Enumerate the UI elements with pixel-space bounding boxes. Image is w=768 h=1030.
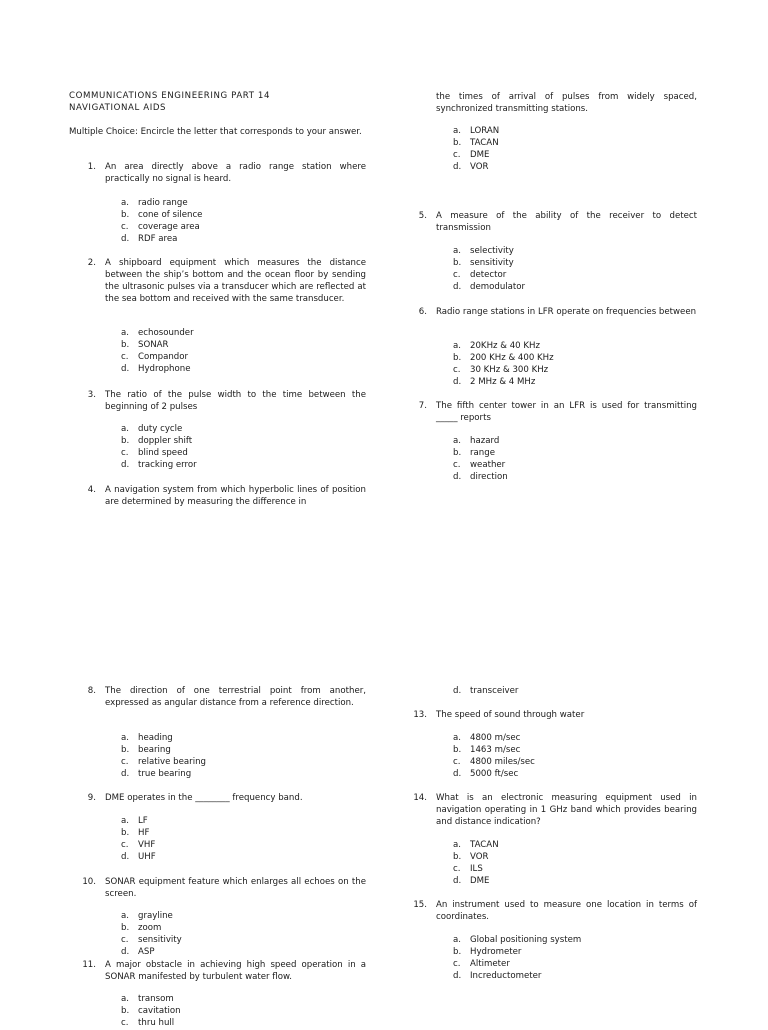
- option-text: TACAN: [470, 137, 499, 148]
- option-text: demodulator: [470, 281, 526, 292]
- option-letter: c.: [121, 756, 129, 767]
- option[interactable]: [121, 340, 194, 352]
- option-text: relative bearing: [138, 756, 206, 767]
- option[interactable]: [453, 947, 581, 959]
- option-text: Hydrophone: [138, 363, 191, 374]
- option-letter: d.: [453, 161, 462, 172]
- option-text: tracking error: [138, 459, 197, 470]
- option-letter: d.: [121, 363, 130, 374]
- option[interactable]: [453, 935, 581, 947]
- option-letter: d.: [121, 946, 130, 957]
- options-q1: [121, 198, 202, 246]
- option-text: blind speed: [138, 447, 188, 458]
- option[interactable]: [121, 828, 156, 840]
- option-letter: a.: [121, 424, 129, 434]
- option[interactable]: [453, 864, 499, 876]
- option-text: hazard: [470, 436, 500, 446]
- option-text: LF: [138, 816, 148, 826]
- option-text: UHF: [138, 851, 156, 862]
- option-letter: a.: [121, 733, 129, 743]
- option-letter: c.: [453, 149, 461, 160]
- instructions: Multiple Choice: Encircle the letter that corresponds to your answer.: [69, 127, 362, 137]
- option-letter: d.: [121, 851, 130, 862]
- option-text: HF: [138, 827, 150, 838]
- option-letter: a.: [453, 733, 461, 743]
- question-number: 11.: [82, 960, 96, 970]
- option[interactable]: [453, 365, 554, 377]
- option[interactable]: [453, 733, 535, 745]
- question-13: [409, 709, 697, 721]
- question-text: An area directly above a radio range station where practically no signal is heard.: [105, 162, 366, 184]
- option-letter: b.: [453, 257, 462, 268]
- question-text: What is an electronic measuring equipment used in navigation operating in 1 GHz band which provides bearing and distance indication?: [436, 793, 697, 827]
- option-letter: c.: [453, 269, 461, 280]
- question-4-continuation: the times of arrival of pulses from widely spaced, synchronized transmitting stations.: [436, 92, 697, 114]
- option-text: radio range: [138, 198, 188, 208]
- question-number: 2.: [87, 258, 96, 268]
- option[interactable]: [453, 971, 581, 983]
- option-letter: a.: [121, 198, 129, 208]
- options-q2: [121, 328, 194, 376]
- option[interactable]: [453, 258, 525, 270]
- option-text: bearing: [138, 744, 171, 755]
- option-letter: c.: [121, 221, 129, 232]
- question-5: [409, 210, 697, 234]
- option-letter: b.: [453, 137, 462, 148]
- question-11: [78, 959, 366, 983]
- option[interactable]: [453, 436, 508, 448]
- option-text: echosounder: [138, 328, 194, 338]
- question-number: 7.: [418, 401, 427, 411]
- option-text: ILS: [470, 863, 483, 874]
- option[interactable]: [121, 911, 182, 923]
- option-letter: b.: [121, 827, 130, 838]
- option-text: sensitivity: [138, 934, 182, 945]
- option[interactable]: [121, 234, 202, 246]
- option-letter: a.: [453, 126, 461, 136]
- option[interactable]: [453, 769, 535, 781]
- question-text: A shipboard equipment which measures the distance between the ship’s bottom and the ocean floor by sending the ultrasonic pulses via a transducer which are reflected at the sea bottom and received with the same transducer.: [105, 258, 366, 304]
- option-letter: b.: [121, 209, 130, 220]
- option-letter: b.: [121, 435, 130, 446]
- option-text: coverage area: [138, 221, 200, 232]
- option-letter: c.: [453, 863, 461, 874]
- option[interactable]: [453, 162, 499, 174]
- option[interactable]: [121, 460, 197, 472]
- option[interactable]: [453, 341, 554, 353]
- option[interactable]: [453, 448, 508, 460]
- option-text: cone of silence: [138, 209, 203, 220]
- option-text: 4800 miles/sec: [470, 756, 535, 767]
- option[interactable]: [121, 210, 202, 222]
- option-letter: b.: [121, 744, 130, 755]
- option-letter: a.: [453, 436, 461, 446]
- option-text: Increductometer: [470, 970, 542, 981]
- option-text: 4800 m/sec: [470, 733, 521, 743]
- option-text: DME: [470, 875, 490, 886]
- options-q8: [121, 733, 206, 781]
- options-q13: [453, 733, 535, 781]
- option-text: range: [470, 447, 495, 458]
- question-3: [78, 389, 366, 413]
- option-letter: b.: [121, 1005, 130, 1016]
- question-number: 3.: [87, 390, 96, 400]
- option-letter: d.: [453, 686, 462, 696]
- option-letter: b.: [453, 447, 462, 458]
- option-letter: d.: [453, 376, 462, 387]
- option-text: 30 KHz & 300 KHz: [470, 364, 549, 375]
- question-number: 13.: [413, 710, 427, 720]
- option-letter: a.: [453, 840, 461, 850]
- options-q15: [453, 935, 581, 983]
- option[interactable]: [121, 757, 206, 769]
- option[interactable]: [121, 424, 197, 436]
- question-number: 9.: [87, 793, 96, 803]
- question-text: The direction of one terrestrial point from another, expressed as angular distance from a reference direction.: [105, 686, 366, 708]
- question-text: A navigation system from which hyperbolic lines of position are determined by measuring the difference in: [105, 485, 366, 507]
- question-text: Radio range stations in LFR operate on frequencies between: [436, 307, 697, 317]
- options-q10: [121, 911, 182, 959]
- question-number: 6.: [418, 307, 427, 317]
- option-letter: c.: [121, 447, 129, 458]
- option-letter: d.: [453, 471, 462, 482]
- options-q12-continuation: [453, 686, 518, 698]
- option-text: SONAR: [138, 339, 169, 350]
- option[interactable]: [121, 436, 197, 448]
- option[interactable]: [121, 328, 194, 340]
- option[interactable]: [453, 377, 554, 389]
- option[interactable]: [121, 994, 181, 1006]
- option-letter: b.: [453, 851, 462, 862]
- option-text: 5000 ft/sec: [470, 768, 519, 779]
- option[interactable]: [453, 246, 525, 258]
- option[interactable]: [453, 282, 525, 294]
- question-text: DME operates in the ________ frequency band.: [105, 793, 303, 803]
- question-text: An instrument used to measure one location in terms of coordinates.: [436, 900, 697, 922]
- option[interactable]: [121, 364, 194, 376]
- question-text: A major obstacle in achieving high speed operation in a SONAR manifested by turbulent water flow.: [105, 960, 366, 982]
- option-text: zoom: [138, 922, 162, 933]
- option-letter: b.: [121, 922, 130, 933]
- question-10: [78, 876, 366, 900]
- document-title-line1: COMMUNICATIONS ENGINEERING PART 14: [69, 91, 271, 101]
- option-letter: b.: [453, 744, 462, 755]
- option-letter: b.: [121, 339, 130, 350]
- option[interactable]: [453, 757, 535, 769]
- option-text: RDF area: [138, 233, 178, 244]
- option-letter: a.: [121, 328, 129, 338]
- question-1: [78, 161, 366, 185]
- option-text: weather: [470, 459, 506, 470]
- option[interactable]: [453, 150, 499, 162]
- question-text: The ratio of the pulse width to the time between the beginning of 2 pulses: [105, 390, 366, 412]
- option[interactable]: [453, 138, 499, 150]
- options-q6: [453, 341, 554, 389]
- question-7: [409, 400, 697, 424]
- option[interactable]: [453, 472, 508, 484]
- option[interactable]: [121, 840, 156, 852]
- option-letter: c.: [121, 934, 129, 945]
- option[interactable]: [121, 745, 206, 757]
- document-title-line2: NAVIGATIONAL AIDS: [69, 103, 167, 113]
- option-text: VOR: [470, 851, 489, 862]
- option-letter: d.: [453, 875, 462, 886]
- option-letter: d.: [121, 768, 130, 779]
- option-text: thru hull: [138, 1017, 175, 1028]
- question-number: 4.: [87, 485, 96, 495]
- option[interactable]: [121, 222, 202, 234]
- question-number: 10.: [82, 877, 96, 887]
- option-text: grayline: [138, 911, 173, 921]
- question-number: 15.: [413, 900, 427, 910]
- option-text: VHF: [138, 839, 156, 850]
- option[interactable]: [121, 352, 194, 364]
- option-letter: c.: [121, 351, 129, 362]
- option[interactable]: [453, 126, 499, 138]
- option[interactable]: [121, 198, 202, 210]
- option-text: LORAN: [470, 126, 500, 136]
- option-text: 20KHz & 40 KHz: [470, 341, 540, 351]
- option-letter: d.: [121, 459, 130, 470]
- option[interactable]: [453, 686, 518, 698]
- options-q5: [453, 246, 525, 294]
- option-text: doppler shift: [138, 435, 193, 446]
- option-letter: c.: [453, 459, 461, 470]
- option-text: Altimeter: [470, 958, 510, 969]
- option-text: cavitation: [138, 1005, 181, 1016]
- option-text: Hydrometer: [470, 946, 522, 957]
- option-text: transceiver: [470, 686, 519, 696]
- option-letter: c.: [121, 839, 129, 850]
- option-letter: d.: [453, 281, 462, 292]
- option-letter: c.: [453, 364, 461, 375]
- option[interactable]: [121, 448, 197, 460]
- option-text: Compandor: [138, 351, 189, 362]
- option[interactable]: [121, 1006, 181, 1018]
- option[interactable]: [453, 852, 499, 864]
- question-8: [78, 685, 366, 709]
- option-letter: c.: [453, 756, 461, 767]
- option[interactable]: [121, 935, 182, 947]
- option-text: 1463 m/sec: [470, 744, 521, 755]
- option-text: selectivity: [470, 246, 514, 256]
- option-text: 200 KHz & 400 KHz: [470, 352, 554, 363]
- options-q9: [121, 816, 156, 864]
- option[interactable]: [121, 923, 182, 935]
- option-text: ASP: [138, 946, 155, 957]
- options-q11: [121, 994, 181, 1030]
- option-text: VOR: [470, 161, 489, 172]
- question-14: [409, 792, 697, 828]
- option-letter: a.: [453, 935, 461, 945]
- question-15: [409, 899, 697, 923]
- question-number: 1.: [87, 162, 96, 172]
- question-6: [409, 306, 697, 318]
- option[interactable]: [453, 876, 499, 888]
- option-text: Global positioning system: [470, 935, 582, 945]
- question-2: [78, 257, 366, 305]
- options-q3: [121, 424, 197, 472]
- question-text: The speed of sound through water: [436, 710, 585, 720]
- option[interactable]: [121, 947, 182, 959]
- option-text: DME: [470, 149, 490, 160]
- question-number: 8.: [87, 686, 96, 696]
- question-text: The fifth center tower in an LFR is used for transmitting _____ reports: [436, 401, 697, 423]
- option-letter: b.: [453, 352, 462, 363]
- option-text: transom: [138, 994, 174, 1004]
- page-break: [0, 590, 768, 591]
- option-letter: d.: [453, 970, 462, 981]
- option-letter: c.: [121, 1017, 129, 1028]
- question-number: 5.: [418, 211, 427, 221]
- option[interactable]: [453, 745, 535, 757]
- option[interactable]: [121, 769, 206, 781]
- question-number: 14.: [413, 793, 427, 803]
- option[interactable]: [453, 353, 554, 365]
- option-text: duty cycle: [138, 424, 183, 434]
- option-text: TACAN: [470, 840, 499, 850]
- options-q7: [453, 436, 508, 484]
- option[interactable]: [121, 733, 206, 745]
- question-text: SONAR equipment feature which enlarges all echoes on the screen.: [105, 877, 366, 899]
- option-letter: d.: [121, 233, 130, 244]
- option-letter: c.: [453, 958, 461, 969]
- option-text: direction: [470, 471, 508, 482]
- option[interactable]: [453, 959, 581, 971]
- question-9: [78, 792, 366, 804]
- option-text: heading: [138, 733, 173, 743]
- option-text: detector: [470, 269, 507, 280]
- options-q4: [453, 126, 499, 174]
- option-letter: d.: [453, 768, 462, 779]
- option[interactable]: [121, 816, 156, 828]
- option-text: true bearing: [138, 768, 192, 779]
- option-letter: a.: [121, 994, 129, 1004]
- question-4: [78, 484, 366, 508]
- option[interactable]: [453, 460, 508, 472]
- option[interactable]: [121, 852, 156, 864]
- option[interactable]: [453, 840, 499, 852]
- option-text: 2 MHz & 4 MHz: [470, 376, 536, 387]
- option-letter: b.: [453, 946, 462, 957]
- option-text: sensitivity: [470, 257, 514, 268]
- option-letter: a.: [453, 341, 461, 351]
- option-letter: a.: [453, 246, 461, 256]
- option-letter: a.: [121, 816, 129, 826]
- option-letter: a.: [121, 911, 129, 921]
- option[interactable]: [453, 270, 525, 282]
- question-text: A measure of the ability of the receiver to detect transmission: [436, 211, 697, 233]
- options-q14: [453, 840, 499, 888]
